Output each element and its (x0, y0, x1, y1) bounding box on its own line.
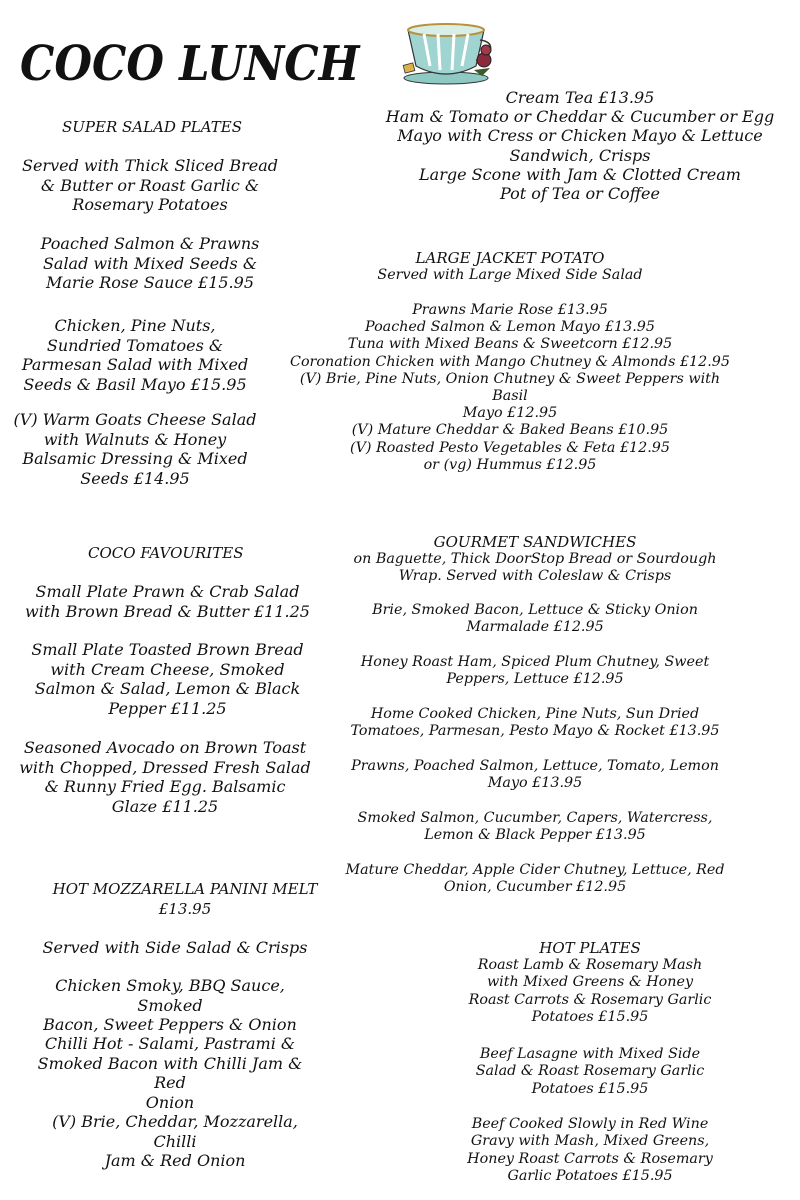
teacup-icon (400, 20, 496, 86)
jacket-heading: LARGE JACKET POTATO (415, 249, 605, 267)
favourites-heading: COCO FAVOURITES (88, 544, 244, 562)
menu-item: Seasoned Avocado on Brown Toast with Chopped, Dressed Fresh Salad & Runny Fried Egg. Balsamic Glaze £11.25 (19, 738, 311, 816)
menu-item: Chicken Smoky, BBQ Sauce, Smoked Bacon, Sweet Peppers & Onion (43, 976, 297, 1034)
menu-item: Roast Lamb & Rosemary Mash with Mixed Greens & Honey Roast Carrots & Rosemary Garlic Potatoes £15.95 (468, 957, 712, 1026)
menu-item: Small Plate Toasted Brown Bread with Cream Cheese, Smoked Salmon & Salad, Lemon & Black Pepper £11.25 (31, 640, 304, 718)
menu-item: Brie, Smoked Bacon, Lettuce & Sticky Onion Marmalade £12.95 (372, 602, 698, 636)
menu-item: Beef Lasagne with Mixed Side Salad & Roast Rosemary Garlic Potatoes £15.95 (475, 1046, 705, 1097)
menu-item: Small Plate Prawn & Crab Salad with Brown Bread & Butter £11.25 (25, 582, 310, 621)
menu-item: Poached Salmon & Prawns Salad with Mixed Seeds & Marie Rose Sauce £15.95 (40, 234, 260, 292)
jacket-intro: Served with Large Mixed Side Salad (377, 267, 643, 283)
menu-item: Chicken, Pine Nuts, Sundried Tomatoes & Parmesan Salad with Mixed Seeds & Basil Mayo £15.95 (21, 316, 249, 394)
salad-intro: Served with Thick Sliced Bread & Butter or Roast Garlic & Rosemary Potatoes (22, 156, 278, 214)
menu-item: Mature Cheddar, Apple Cider Chutney, Lettuce, Red Onion, Cucumber £12.95 (345, 862, 725, 896)
menu-item: Chilli Hot - Salami, Pastrami & Smoked Bacon with Chilli Jam & Red Onion (37, 1034, 303, 1112)
menu-item: Prawns, Poached Salmon, Lettuce, Tomato, Lemon Mayo £13.95 (351, 758, 719, 792)
cream-tea: Cream Tea £13.95 Ham & Tomato or Cheddar & Cucumber or Egg Mayo with Cress or Chicken Mayo & Lettuce Sandwich, Crisps Large Scone with Jam & Clotted Cream Pot of Tea or Coffee (385, 88, 775, 204)
menu-item: Beef Cooked Slowly in Red Wine Gravy with Mash, Mixed Greens, Honey Roast Carrots & Rosemary Garlic Potatoes £15.95 (467, 1116, 713, 1185)
jacket-items: Prawns Marie Rose £13.95 Poached Salmon & Lemon Mayo £13.95 Tuna with Mixed Beans & Sweetcorn £12.95 Coronation Chicken with Mango Chutney & Almonds £12.95 (V) Brie, Pine Nuts, Onion Chutney & Sweet Peppers with Basil Mayo £12.95 (V) Mature Cheddar & Baked Beans £10.95 (V) Roasted Pesto Vegetables & Feta £12.95 or (vg) Hummus £12.95 (290, 302, 730, 473)
menu-item: (V) Brie, Cheddar, Mozzarella, Chilli Jam & Red Onion (52, 1112, 298, 1170)
panini-heading: HOT MOZZARELLA PANINI MELT £13.95 (52, 880, 318, 918)
hot-plates-heading: HOT PLATES (539, 939, 641, 957)
page-title: COCO LUNCH (20, 36, 360, 92)
sandwiches-intro: on Baguette, Thick DoorStop Bread or Sourdough Wrap. Served with Coleslaw & Crisps (353, 551, 717, 585)
menu-item: (V) Warm Goats Cheese Salad with Walnuts & Honey Balsamic Dressing & Mixed Seeds £14.95 (13, 410, 257, 488)
salad-heading: SUPER SALAD PLATES (62, 118, 243, 136)
menu-item: Home Cooked Chicken, Pine Nuts, Sun Dried Tomatoes, Parmesan, Pesto Mayo & Rocket £13.95 (350, 706, 720, 740)
panini-intro: Served with Side Salad & Crisps (42, 938, 308, 957)
menu-item: Honey Roast Ham, Spiced Plum Chutney, Sweet Peppers, Lettuce £12.95 (360, 654, 710, 688)
sandwiches-heading: GOURMET SANDWICHES (433, 533, 637, 551)
menu-item: Smoked Salmon, Cucumber, Capers, Watercress, Lemon & Black Pepper £13.95 (357, 810, 713, 844)
